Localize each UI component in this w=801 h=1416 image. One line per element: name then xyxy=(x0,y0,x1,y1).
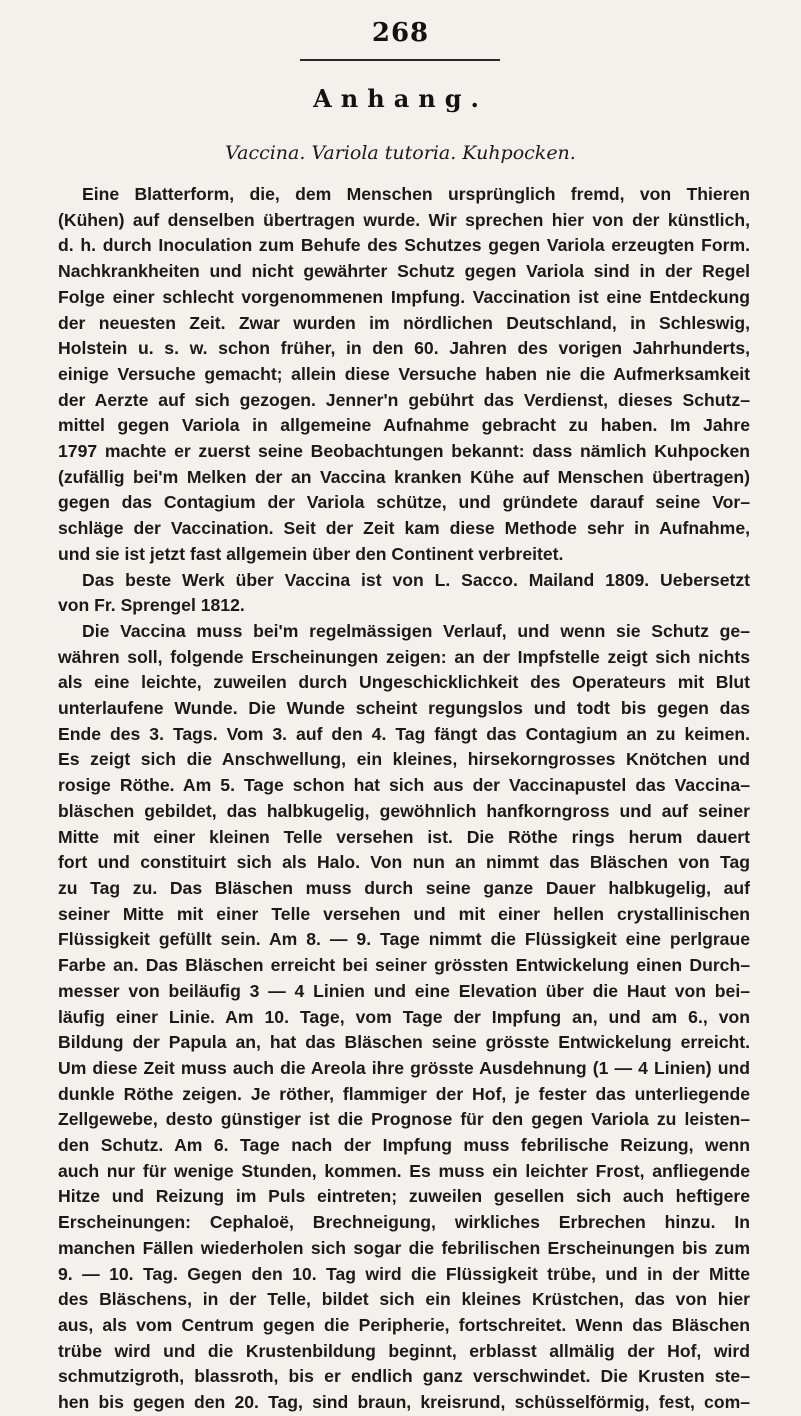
text-line: dunkle Röthe zeigen. Je röther, flammiger der Hof, je fester das unterliegende xyxy=(58,1083,750,1104)
text-line: Farbe an. Das Bläschen erreicht bei seiner grössten Entwickelung einen Durch– xyxy=(58,955,750,976)
paragraph xyxy=(58,619,750,1416)
text-line: 9. — 10. Tag. Gegen den 10. Tag wird die Flüssigkeit trübe, und in der Mitte xyxy=(58,1263,750,1284)
paragraph xyxy=(58,182,750,568)
text-line: Folge einer schlecht vorgenommenen Impfung. Vaccination ist eine Entdeckung xyxy=(58,286,750,307)
body-text xyxy=(58,182,750,1416)
text-line: Holstein u. s. w. schon früher, in den 60. Jahren des vorigen Jahrhunderts, xyxy=(58,338,750,359)
text-line: rosige Röthe. Am 5. Tage schon hat sich aus der Vaccinapustel das Vaccina– xyxy=(58,775,750,796)
text-line: der neuesten Zeit. Zwar wurden im nördlichen Deutschland, in Schleswig, xyxy=(58,312,750,333)
text-line: bläschen gebildet, das halbkugelig, gewöhnlich hanfkorngross und auf seiner xyxy=(58,800,750,821)
page-number: 268 xyxy=(371,18,430,48)
text-line: zu Tag zu. Das Bläschen muss durch seine ganze Dauer halbkugelig, auf xyxy=(58,877,750,898)
text-line: fort und constituirt sich als Halo. Von nun an nimmt das Bläschen von Tag xyxy=(58,852,750,873)
text-line: der Aerzte auf sich gezogen. Jenner'n gebührt das Verdienst, dieses Schutz– xyxy=(58,389,750,410)
text-line: Bildung der Papula an, hat das Bläschen seine grösste Entwickelung erreicht. xyxy=(58,1032,750,1053)
text-line: den Schutz. Am 6. Tage nach der Impfung muss febrilische Reizung, wenn xyxy=(58,1135,750,1156)
section-heading: Anhang. xyxy=(313,84,488,113)
text-line: messer von beiläufig 3 — 4 Linien und eine Elevation über die Haut von bei– xyxy=(58,980,750,1001)
text-line: Zellgewebe, desto günstiger ist die Prognose für den gegen Variola zu leisten– xyxy=(58,1109,750,1130)
text-line: hen bis gegen den 20. Tag, sind braun, kreisrund, schüsselförmig, fest, com– xyxy=(58,1392,750,1413)
text-line: und sie ist jetzt fast allgemein über den Continent verbreitet. xyxy=(58,543,564,564)
text-line: Nachkrankheiten und nicht gewährter Schutz gegen Variola sind in der Regel xyxy=(58,261,750,282)
text-line: Die Vaccina muss bei'm regelmässigen Verlauf, und wenn sie Schutz ge– xyxy=(82,620,750,641)
text-line: Mitte mit einer kleinen Telle versehen ist. Die Röthe rings herum dauert xyxy=(58,826,750,847)
text-line: läufig einer Linie. Am 10. Tage, vom Tage der Impfung an, und am 6., von xyxy=(58,1006,750,1027)
text-line: einige Versuche gemacht; allein diese Versuche haben nie die Aufmerksamkeit xyxy=(58,363,750,384)
text-line: Eine Blatterform, die, dem Menschen ursprünglich fremd, von Thieren xyxy=(82,184,750,204)
text-line: 1797 machte er zuerst seine Beobachtungen bekannt: dass nämlich Kuhpocken xyxy=(58,441,750,462)
section-subheading: Vaccina. Variola tutoria. Kuhpocken. xyxy=(225,142,576,164)
text-line: gegen das Contagium der Variola schütze, und gründete darauf seine Vor– xyxy=(58,492,750,513)
text-line: schmutzigroth, blassroth, bis er endlich ganz verschwindet. Die Krusten ste– xyxy=(58,1366,750,1387)
text-line: mittel gegen Variola in allgemeine Aufnahme gebracht zu haben. Im Jahre xyxy=(58,415,750,436)
text-line: Hitze und Reizung im Puls eintreten; zuweilen gesellen sich auch heftigere xyxy=(58,1186,750,1207)
text-line: d. h. durch Inoculation zum Behufe des Schutzes gegen Variola erzeugten Form. xyxy=(58,235,750,256)
text-line: manchen Fällen wiederholen sich sogar die febrilischen Erscheinungen bis zum xyxy=(58,1237,750,1258)
text-line: auch nur für wenige Stunden, kommen. Es muss ein leichter Frost, anfliegende xyxy=(58,1160,750,1181)
text-line: als eine leichte, zuweilen durch Ungeschicklichkeit des Operateurs mit Blut xyxy=(58,672,750,693)
text-line: Es zeigt sich die Anschwellung, ein kleines, hirsekorngrosses Knötchen und xyxy=(58,749,750,770)
text-line: schläge der Vaccination. Seit der Zeit kam diese Methode sehr in Aufnahme, xyxy=(58,518,750,539)
text-line: trübe wird und die Krustenbildung beginnt, erblasst allmälig der Hof, wird xyxy=(58,1340,750,1361)
text-line: währen soll, folgende Erscheinungen zeigen: an der Impfstelle zeigt sich nichts xyxy=(58,646,750,667)
text-line: Flüssigkeit gefüllt sein. Am 8. — 9. Tage nimmt die Flüssigkeit eine perlgraue xyxy=(58,929,750,950)
header-rule xyxy=(300,59,500,61)
text-line: Um diese Zeit muss auch die Areola ihre grösste Ausdehnung (1 — 4 Linien) und xyxy=(58,1057,750,1078)
paragraph xyxy=(58,568,750,619)
text-line: seiner Mitte mit einer Telle versehen und mit einer hellen crystallinischen xyxy=(58,903,750,924)
text-line: Das beste Werk über Vaccina ist von L. Sacco. Mailand 1809. Uebersetzt xyxy=(82,569,750,590)
text-line: aus, als vom Centrum gegen die Peripherie, fortschreitet. Wenn das Bläschen xyxy=(58,1314,750,1335)
text-line: von Fr. Sprengel 1812. xyxy=(58,595,245,616)
text-line: (zufällig bei'm Melken der an Vaccina kranken Kühe auf Menschen übertragen) xyxy=(58,466,750,487)
text-line: (Kühen) auf denselben übertragen wurde. Wir sprechen hier von der künstlich, xyxy=(58,209,750,230)
text-line: Ende des 3. Tags. Vom 3. auf den 4. Tag fängt das Contagium an zu keimen. xyxy=(58,723,750,744)
text-line: Erscheinungen: Cephaloë, Brechneigung, wirkliches Erbrechen hinzu. In xyxy=(58,1212,750,1233)
text-line: des Bläschens, in der Telle, bildet sich ein kleines Krüstchen, das von hier xyxy=(58,1289,750,1310)
text-line: unterlaufene Wunde. Die Wunde scheint regungslos und todt bis gegen das xyxy=(58,698,750,719)
